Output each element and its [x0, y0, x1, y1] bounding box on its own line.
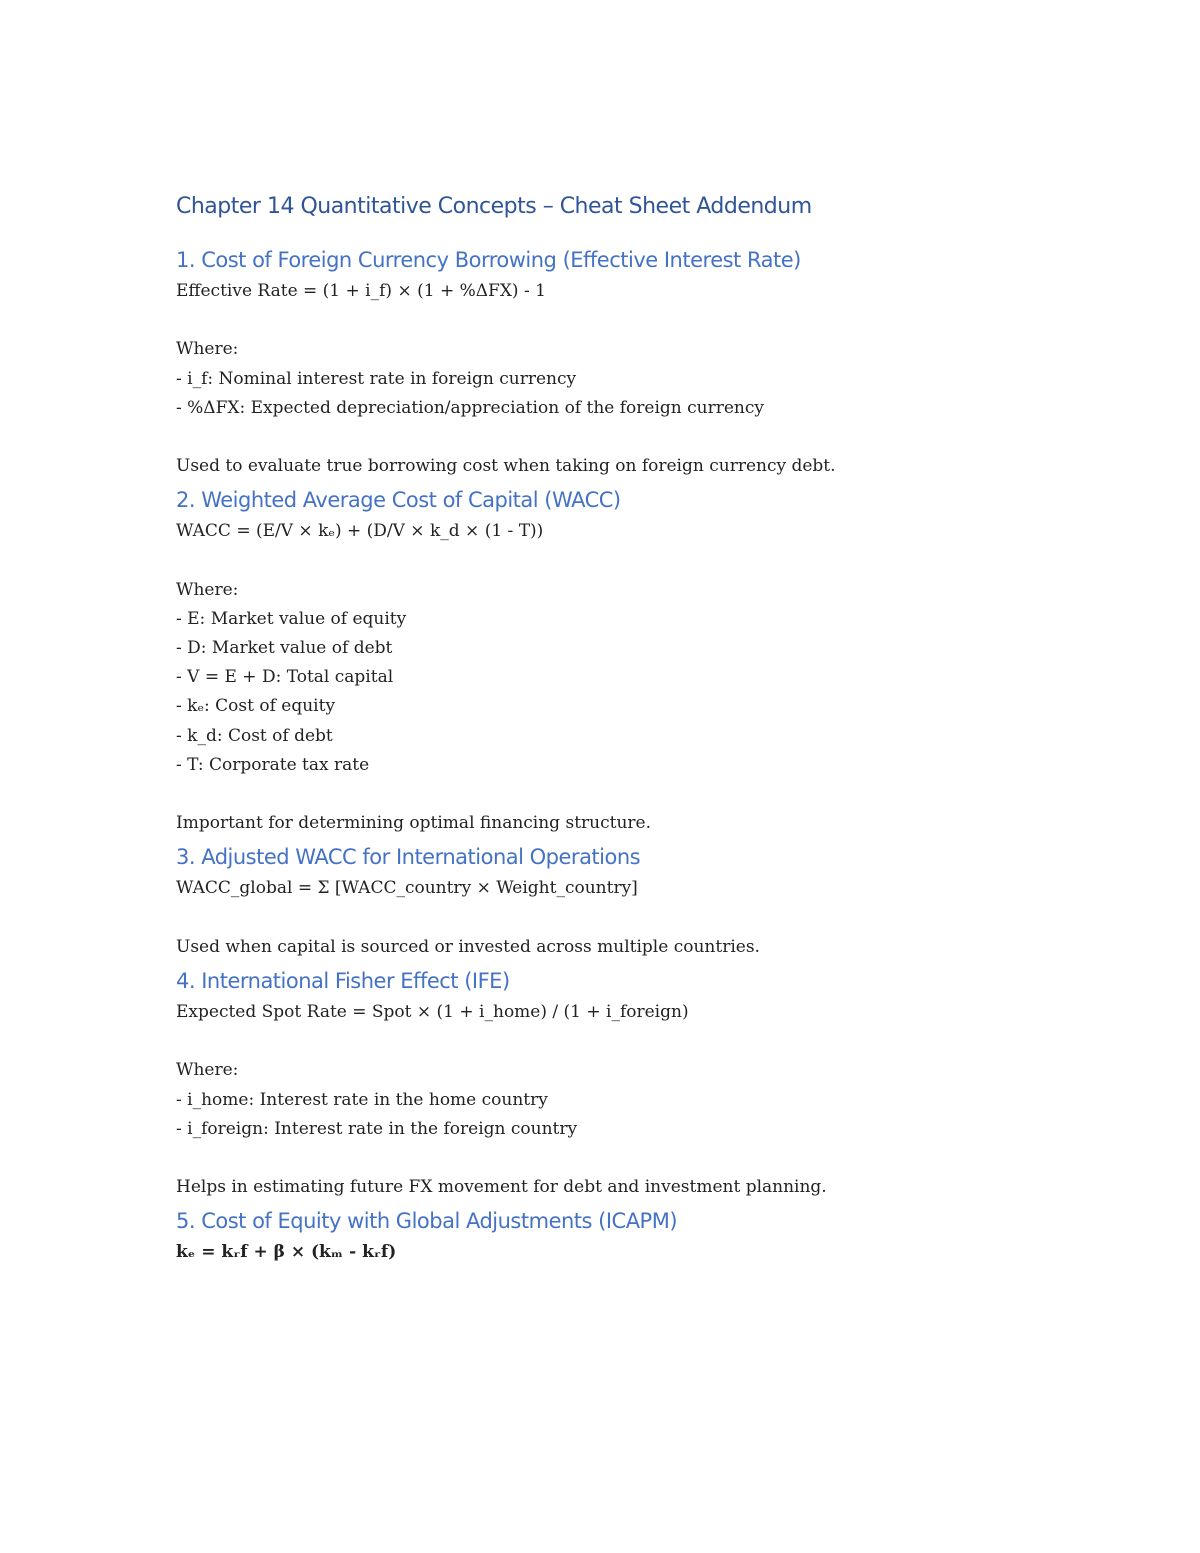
section-2-item: - T: Corporate tax rate [176, 754, 370, 775]
section-4-formula: Expected Spot Rate = Spot × (1 + i_home) / (1 + i_foreign) [176, 1001, 689, 1022]
section-4-heading: 4. International Fisher Effect (IFE) [176, 968, 510, 993]
section-1-formula: Effective Rate = (1 + i_f) × (1 + %ΔFX) - 1 [176, 281, 546, 301]
section-5-formula: kₑ = kᵣf + β × (kₘ - kᵣf) [176, 1242, 397, 1263]
section-3-formula: WACC_global = Σ [WACC_country × Weight_country] [176, 878, 638, 899]
section-2-item: - k_d: Cost of debt [176, 725, 333, 746]
section-2-item: - E: Market value of equity [176, 608, 407, 629]
section-2-item: - kₑ: Cost of equity [176, 696, 336, 717]
section-2-item: - D: Market value of debt [176, 638, 393, 659]
section-1-note: Used to evaluate true borrowing cost when taking on foreign currency debt. [176, 456, 836, 477]
spacer [176, 306, 1076, 335]
section-1-heading: 1. Cost of Foreign Currency Borrowing (Effective Interest Rate) [176, 248, 801, 272]
section-4-note: Helps in estimating future FX movement for debt and investment planning. [176, 1177, 827, 1198]
spacer [176, 1144, 1076, 1173]
section-1-where-label: Where: [176, 339, 239, 360]
document-title: Chapter 14 Quantitative Concepts – Cheat Sheet Addendum [176, 194, 812, 219]
section-5-heading: 5. Cost of Equity with Global Adjustments (ICAPM) [176, 1209, 678, 1234]
section-4-item: - i_home: Interest rate in the home country [176, 1089, 548, 1110]
spacer [176, 547, 1076, 576]
section-2-item: - V = E + D: Total capital [176, 667, 394, 688]
section-1-item: - %ΔFX: Expected depreciation/appreciation of the foreign currency [176, 397, 764, 418]
section-2-heading: 2. Weighted Average Cost of Capital (WACC) [176, 488, 621, 513]
section-2-where-label: Where: [176, 579, 239, 600]
spacer [176, 1027, 1076, 1056]
section-4-item: - i_foreign: Interest rate in the foreign country [176, 1118, 578, 1139]
spacer [176, 780, 1076, 809]
section-4-where-label: Where: [176, 1060, 239, 1081]
section-3-heading: 3. Adjusted WACC for International Operations [176, 845, 641, 870]
document-page [176, 188, 1076, 1267]
section-2-formula: WACC = (E/V × kₑ) + (D/V × k_d × (1 - T)) [176, 521, 544, 542]
spacer [176, 904, 1076, 933]
section-1-item: - i_f: Nominal interest rate in foreign currency [176, 368, 577, 389]
section-2-note: Important for determining optimal financing structure. [176, 813, 651, 834]
section-3-note: Used when capital is sourced or invested across multiple countries. [176, 936, 760, 957]
spacer [176, 423, 1076, 452]
